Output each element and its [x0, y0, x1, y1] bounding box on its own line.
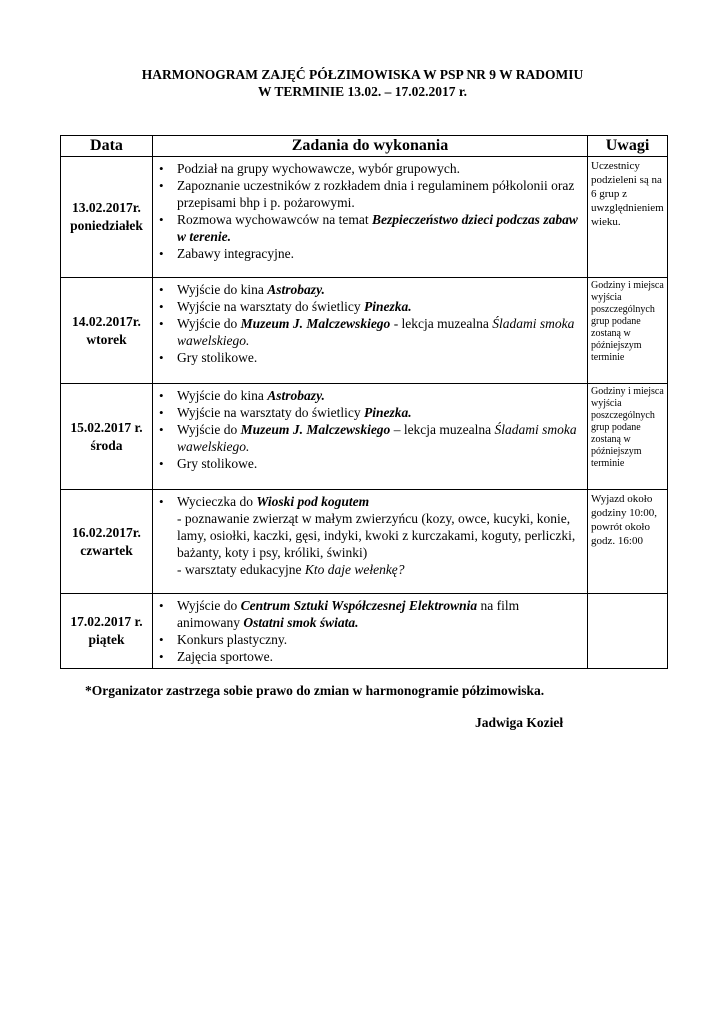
footer-note: *Organizator zastrzega sobie prawo do zmian w harmonogramie półzimowiska.	[85, 683, 545, 698]
list-item: • Wyjście do kina Astrobazy.	[159, 388, 325, 403]
weekday: poniedziałek	[70, 218, 143, 233]
notes-cell	[588, 594, 668, 669]
table-row	[61, 384, 668, 490]
list-item: • Wyjście do kina Astrobazy.	[159, 282, 325, 297]
list-item: • Wycieczka do Wioski pod kogutem	[159, 494, 370, 509]
trip-activity-workshop: - warsztaty edukacyjne Kto daje wełenkę?	[177, 562, 405, 577]
date: 13.02.2017r.	[72, 200, 141, 215]
header-date: Data	[61, 136, 153, 157]
list-item: • Wyjście do Muzeum J. Malczewskiego - lekcja muzealna Śladami smoka wawelskiego.	[159, 316, 575, 348]
table-row	[61, 278, 668, 384]
title-line-2: W TERMINIE 13.02. – 17.02.2017 r.	[257, 84, 468, 99]
list-item: • Wyjście na warsztaty do świetlicy Pinezka.	[159, 405, 412, 420]
list-item: • Wyjście do Muzeum J. Malczewskiego – lekcja muzealna Śladami smoka wawelskiego.	[159, 422, 577, 454]
list-item: • Zabawy integracyjne.	[159, 246, 294, 261]
header-notes: Uwagi	[588, 136, 668, 157]
tasks-cell	[153, 490, 588, 594]
notes-cell: Wyjazd około godziny 10:00, powrót około godz. 16:00	[588, 490, 668, 594]
date-cell	[61, 384, 153, 490]
notes-cell: Godziny i miejsca wyjścia poszczególnych grup podane zostaną w późniejszym terminie	[588, 384, 668, 490]
date-cell	[61, 490, 153, 594]
date: 14.02.2017r.	[72, 313, 141, 329]
date: 17.02.2017 r.	[70, 614, 143, 629]
date: 15.02.2017 r.	[70, 419, 143, 435]
list-item: • Gry stolikowe.	[159, 350, 258, 365]
date-cell	[61, 594, 153, 669]
list-item: • Podział na grupy wychowawcze, wybór grupowych.	[159, 161, 461, 176]
notes-cell: Godziny i miejsca wyjścia poszczególnych grup podane zostaną w późniejszym terminie	[588, 278, 668, 384]
weekday: wtorek	[86, 331, 127, 347]
table-row	[61, 157, 668, 278]
list-item: • Zajęcia sportowe.	[159, 649, 273, 664]
weekday: piątek	[88, 632, 125, 647]
date-cell	[61, 278, 153, 384]
notes-cell: Uczestnicy podzieleni są na 6 grup z uwzględnieniem wieku.	[588, 157, 668, 278]
header-tasks: Zadania do wykonania	[153, 136, 588, 157]
list-item: • Zapoznanie uczestników z rozkładem dnia i regulaminem półkolonii oraz przepisami bhp i p. pożarowymi.	[159, 178, 575, 210]
tasks-cell	[153, 157, 588, 278]
signature: Jadwiga Kozieł	[475, 715, 564, 730]
table-row	[61, 490, 668, 594]
tasks-cell	[153, 278, 588, 384]
table-row	[61, 594, 668, 669]
list-item: • Gry stolikowe.	[159, 456, 258, 471]
schedule-table	[60, 135, 668, 669]
weekday: środa	[90, 437, 123, 453]
list-item: • Wyjście na warsztaty do świetlicy Pinezka.	[159, 299, 412, 314]
list-item: • Rozmowa wychowawców na temat Bezpieczeństwo dzieci podczas zabaw w terenie.	[159, 212, 578, 244]
date: 16.02.2017r.	[72, 524, 141, 540]
tasks-cell	[153, 594, 588, 669]
list-item: • Konkurs plastyczny.	[159, 632, 288, 647]
table-header-row	[61, 136, 668, 157]
title-line-1: HARMONOGRAM ZAJĘĆ PÓŁZIMOWISKA W PSP NR 9 W RADOMIU	[141, 67, 584, 82]
trip-activity-animals: - poznawanie zwierząt w małym zwierzyńcu (kozy, owce, kucyki, konie, lamy, osiołki, kaczki, gęsi, indyki, kwoki z kurczakami, koguty, perliczki, bażanty, koty i psy, króliki, świnki)	[177, 511, 576, 560]
date-cell	[61, 157, 153, 278]
document-title	[0, 66, 725, 100]
list-item: • Wyjście do Centrum Sztuki Współczesnej Elektrownia na film animowany Ostatni smok świata.	[159, 598, 520, 630]
tasks-cell	[153, 384, 588, 490]
weekday: czwartek	[80, 542, 133, 558]
